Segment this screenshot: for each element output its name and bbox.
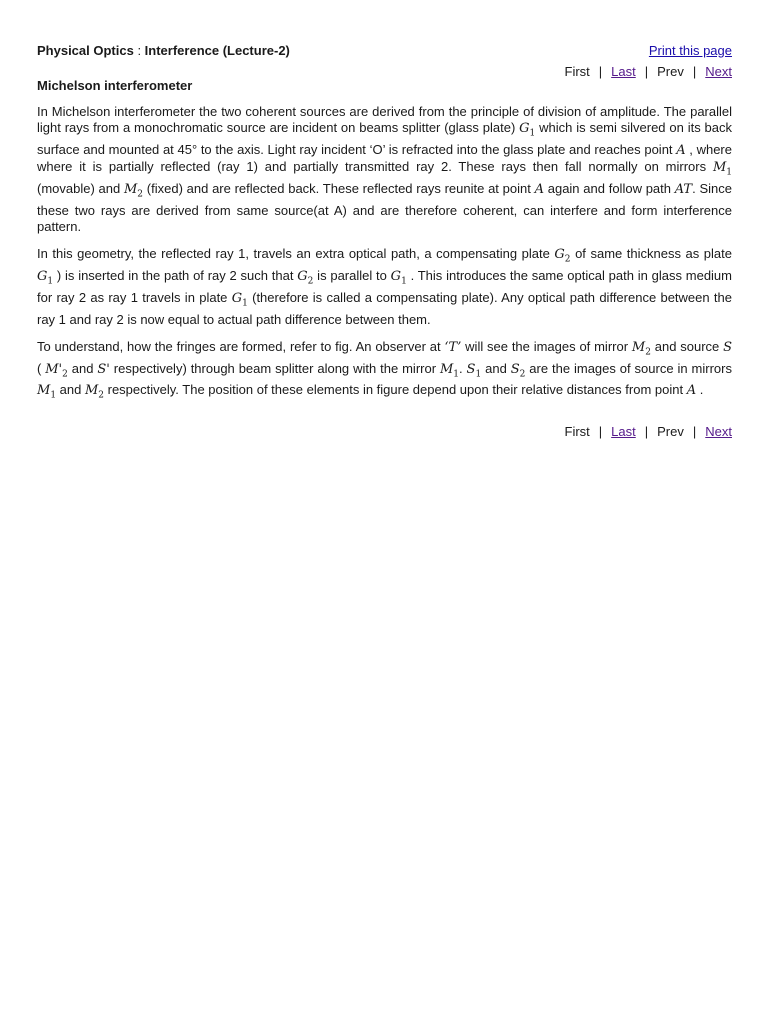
math-g1 [37,269,54,287]
math-subscript: 2 [98,390,105,401]
math-var: M [37,383,51,399]
text: are the images of source in mirrors [525,360,732,376]
math-s1 [466,361,482,380]
text: In this geometry, the reflected ray 1, travels an extra optical path, a compensating plate [37,246,555,262]
text: In Michelson interferometer the two coherent sources are derived from the principle of division of amplitude. The parallel light rays from a monochromatic source are incident on beams splitter (glass plate) [37,104,732,136]
math-subscript: 1 [529,128,536,139]
course-name: Physical Optics [37,43,134,58]
text: , where where it is partially reflected (ray 1) and partially transmitted ray 2. These rays then fall normally on mirrors [37,142,732,175]
math-s-prime: S' [97,361,110,377]
text: To understand, how the fringes are formed, refer to fig. An observer at [37,338,445,354]
text: (fixed) and are reflected back. These reflected rays reunite at point [143,181,535,196]
math-var: M [439,361,454,377]
paragraph-2 [37,246,732,328]
math-var: G [297,269,308,284]
text: and [481,360,511,376]
header [37,41,732,61]
text: respectively) through beam splitter along with the mirror [109,360,440,376]
math-var: M [631,339,646,355]
math-g1 [390,269,407,287]
bottom-navigation [37,422,732,442]
math-m2-prime [45,361,68,380]
math-m1 [37,383,57,401]
text: respectively. The position of these elements in figure depend upon their relative distances from point [104,382,687,398]
text: again and follow path [543,181,675,196]
text: is parallel to [313,268,391,283]
math-m2 [84,383,105,401]
math-subscript: 1 [475,369,482,380]
text: and [56,382,85,398]
page-title [37,41,290,61]
nav-separator: | [644,64,649,79]
math-g1 [519,121,536,139]
print-page-link[interactable]: Print this page [648,43,732,58]
text: which is semi silvered on its back surface and mounted at 45° to the axis. Light ray incident ‘O’ is refracted into the glass plate and reaches point [37,120,732,157]
paragraph-1 [37,104,732,235]
math-a: A [534,182,544,197]
text: . Since these two rays are derived from same source(at A) and are therefore coherent, can interfere and form interference pattern. [37,181,732,234]
math-var: M' [45,361,63,377]
text: will see the images of mirror [461,338,632,354]
math-subscript: 1 [726,167,732,178]
math-t: ‘T’ [444,339,462,355]
math-var: M [123,182,138,197]
math-var: G [390,269,402,284]
nav-separator: | [644,424,649,439]
math-m2 [631,339,651,358]
text: (movable) and [37,181,124,196]
math-var: M [712,160,727,176]
math-a: A [676,143,686,158]
nav-prev: Prev [657,64,684,79]
math-subscript: 2 [307,276,314,287]
math-s2 [510,361,526,380]
math-var: G [554,247,565,263]
math-s: S [723,339,733,355]
math-a: A [686,383,697,399]
section-title: Michelson interferometer [37,78,193,93]
math-subscript: 1 [453,369,460,380]
nav-last-link[interactable]: Last [611,64,636,79]
math-var: S [466,361,476,377]
nav-separator: | [598,424,603,439]
text: ( [37,360,46,376]
lecture-name: Interference (Lecture-2) [144,43,290,58]
math-var: G [37,269,48,284]
nav-next-link[interactable]: Next [705,424,732,439]
math-subscript: 2 [645,347,651,358]
title-separator: : [133,43,145,58]
math-subscript: 2 [137,189,144,200]
math-subscript: 2 [62,369,68,380]
math-m2 [123,182,144,200]
text: . [696,382,704,398]
text: and source [650,338,724,354]
nav-prev: Prev [657,424,684,439]
nav-next-link[interactable]: Next [705,64,732,79]
math-subscript: 1 [242,298,248,309]
text: ) is inserted in the path of ray 2 such that [53,268,298,283]
text: and [67,360,98,376]
nav-first: First [564,64,590,79]
paragraph-3 [37,339,732,404]
math-var: S [510,361,520,377]
math-subscript: 1 [401,276,407,287]
nav-first: First [564,424,590,439]
math-subscript: 1 [47,276,54,287]
text: . [459,360,467,376]
math-subscript: 2 [564,254,571,265]
math-subscript: 1 [50,390,57,401]
math-g2 [297,269,314,287]
page-content [37,41,732,404]
text: of same thickness as plate [570,246,732,262]
math-var: G [231,290,243,306]
math-var: M [84,383,99,399]
nav-separator: | [692,424,697,439]
math-subscript: 2 [519,369,526,380]
nav-last-link[interactable]: Last [611,424,636,439]
nav-separator: | [598,64,603,79]
nav-separator: | [692,64,697,79]
math-g1 [231,290,248,309]
math-m1 [439,361,460,380]
math-var: G [519,121,530,137]
text: . This introduces the same optical path in glass medium for ray 2 as ray 1 travels in plate [37,268,732,305]
math-g2 [554,247,571,265]
math-at: AT [674,182,693,197]
text: (therefore is called a compensating plate). Any optical path difference between the ray 1 and ray 2 is now equal to actual path difference between them. [37,289,732,327]
math-m1 [712,160,732,178]
